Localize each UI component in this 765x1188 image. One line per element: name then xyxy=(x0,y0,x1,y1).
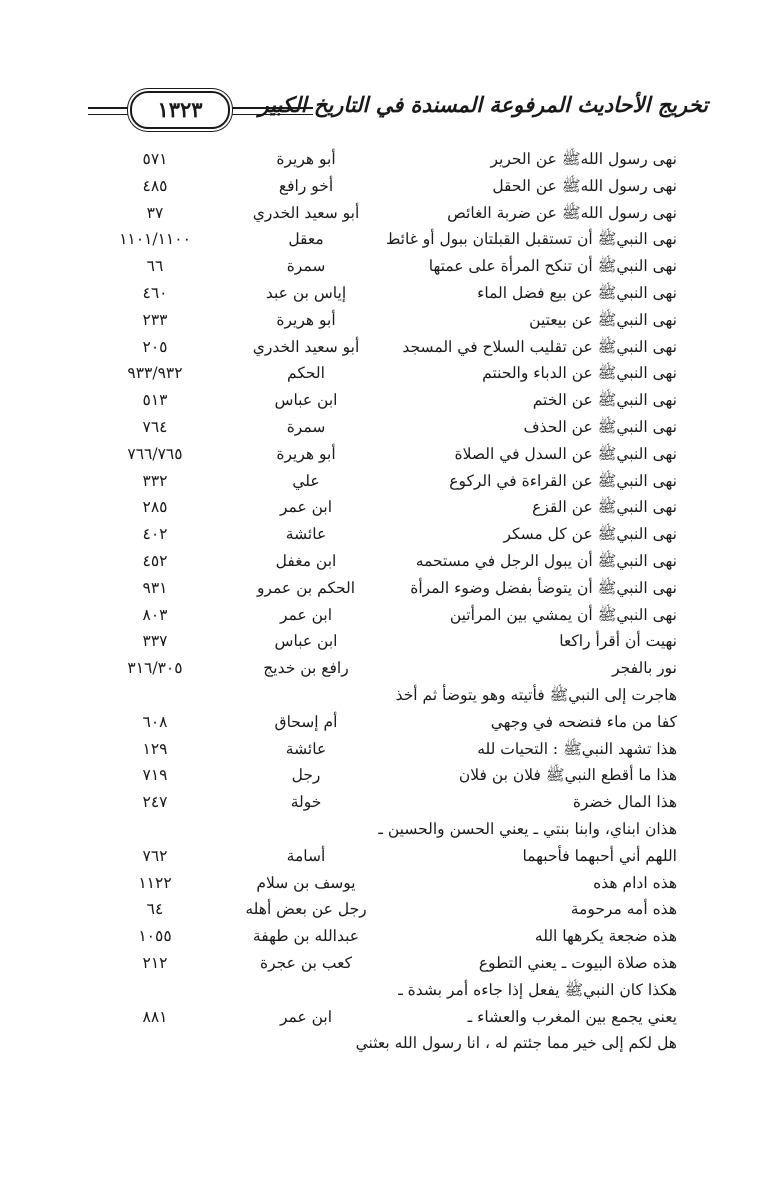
narrator-name: ابن عمر xyxy=(279,1007,333,1026)
narrator-name: أبو سعيد الخدري xyxy=(252,203,360,222)
list-item xyxy=(0,441,765,468)
hadith-text: هل لكم إلى خير مما جئتم له ، انا رسول الله بعثني xyxy=(355,1034,677,1053)
reference-number: ٣٣٢ xyxy=(142,471,168,490)
narrator-name: ابن عمر xyxy=(279,605,333,624)
list-item xyxy=(0,575,765,602)
reference-number: ٨٨١ xyxy=(142,1007,168,1026)
hadith-text: هكذا كان النبيﷺ يفعل إذا جاءه أمر بشدة ـ xyxy=(398,980,677,999)
reference-number: ٢٤٧ xyxy=(142,793,168,812)
list-item xyxy=(0,682,765,709)
hadith-text: هذه صلاة البيوت ـ يعني التطوع xyxy=(478,953,677,972)
narrator-name: أبو هريرة xyxy=(276,444,336,463)
list-item xyxy=(0,521,765,548)
reference-number: ١١٠١/١١٠٠ xyxy=(119,230,191,249)
hadith-text: نهى النبيﷺ أن يمشي بين المرأتين xyxy=(449,605,677,624)
hadith-text: نهى رسول اللهﷺ عن الحرير xyxy=(490,150,677,168)
hadith-index-list xyxy=(0,146,765,1057)
hadith-text: نهى النبيﷺ أن يبول الرجل في مستحمه xyxy=(415,551,677,570)
hadith-text: نهى النبيﷺ عن بيعتين xyxy=(529,310,677,329)
narrator-name: عائشة xyxy=(285,525,327,544)
narrator-name: ابن عباس xyxy=(274,632,338,651)
list-item xyxy=(0,977,765,1004)
hadith-text: نهى النبيﷺ أن يتوضأ بفضل وضوء المرأة xyxy=(410,578,677,597)
reference-number: ٤٨٥ xyxy=(142,176,168,195)
reference-number: ٤٥٢ xyxy=(142,551,168,570)
hadith-text: نهى النبيﷺ عن تقليب السلاح في المسجد xyxy=(402,337,677,356)
reference-number: ٢٣٣ xyxy=(142,310,168,329)
list-item xyxy=(0,950,765,977)
hadith-text: هذا ما أقطع النبيﷺ فلان بن فلان xyxy=(458,766,677,785)
list-item xyxy=(0,602,765,629)
reference-number: ٨٠٣ xyxy=(142,605,168,624)
reference-number: ٢٠٥ xyxy=(142,337,168,356)
list-item xyxy=(0,226,765,253)
reference-number: ٣٧ xyxy=(146,203,164,222)
hadith-text: نهى النبيﷺ عن القزع xyxy=(532,498,677,517)
hadith-text: هذان ابناي، وابنا بنتي ـ يعني الحسن والحسين ـ xyxy=(378,819,677,838)
list-item xyxy=(0,870,765,897)
narrator-name: رجل عن بعض أهله xyxy=(245,900,367,919)
list-item xyxy=(0,736,765,763)
reference-number: ٤٦٠ xyxy=(142,283,168,302)
list-item xyxy=(0,253,765,280)
narrator-name: الحكم بن عمرو xyxy=(256,578,356,597)
list-item xyxy=(0,280,765,307)
list-item xyxy=(0,628,765,655)
list-item xyxy=(0,387,765,414)
book-title: تخريج الأحاديث المرفوعة المسندة في التاريخ الكبير xyxy=(258,92,708,117)
hadith-text: نهى النبيﷺ عن الدباء والحنتم xyxy=(482,364,677,383)
hadith-text: هاجرت إلى النبيﷺ فأتيته وهو يتوضأ ثم أخذ xyxy=(395,685,677,704)
reference-number: ١٠٥٥ xyxy=(138,927,172,946)
reference-number: ٥١٣ xyxy=(142,391,168,410)
narrator-name: سمرة xyxy=(286,257,326,276)
narrator-name: أسامة xyxy=(286,846,326,865)
reference-number: ٧١٩ xyxy=(142,766,168,785)
narrator-name: أبو هريرة xyxy=(276,310,336,329)
page-header xyxy=(88,88,708,134)
hadith-text: هذا المال خضرة xyxy=(572,793,677,812)
hadith-text: نهى النبيﷺ عن القراءة في الركوع xyxy=(449,471,677,490)
hadith-text: نهى رسول اللهﷺ عن ضربة الغائص xyxy=(447,203,677,222)
reference-number: ٢٨٥ xyxy=(142,498,168,517)
hadith-text: نهى النبيﷺ عن الختم xyxy=(532,391,677,410)
reference-number: ٤٠٢ xyxy=(142,525,168,544)
narrator-name: رجل xyxy=(291,766,321,785)
narrator-name: الحكم xyxy=(287,364,325,383)
hadith-text: نهى النبيﷺ عن بيع فضل الماء xyxy=(477,283,677,302)
list-item xyxy=(0,655,765,682)
reference-number: ٦٠٨ xyxy=(142,712,168,731)
narrator-name: أم إسحاق xyxy=(274,712,338,731)
narrator-name: سمرة xyxy=(286,417,326,436)
list-item xyxy=(0,709,765,736)
hadith-text: نهيت أن أقرأ راكعا xyxy=(559,632,677,651)
hadith-text: هذه أمه مرحومة xyxy=(570,900,677,919)
reference-number: ٥٧١ xyxy=(142,150,168,168)
hadith-text: نهى رسول اللهﷺ عن الحقل xyxy=(492,176,677,195)
list-item xyxy=(0,1030,765,1057)
narrator-name: كعب بن عجرة xyxy=(260,953,352,972)
reference-number: ١٢٩ xyxy=(142,739,168,758)
reference-number: ٣١٦/٣٠٥ xyxy=(127,659,183,678)
reference-number: ٧٦٤ xyxy=(142,417,168,436)
list-item xyxy=(0,923,765,950)
list-item xyxy=(0,896,765,923)
narrator-name: يوسف بن سلام xyxy=(256,873,356,892)
list-item xyxy=(0,789,765,816)
reference-number: ٢١٢ xyxy=(142,953,168,972)
hadith-text: هذه ادام هذه xyxy=(593,873,677,892)
hadith-text: نهى النبيﷺ أن تستقبل القبلتان ببول أو غائط xyxy=(385,230,677,249)
hadith-text: نور بالفجر xyxy=(612,659,677,678)
narrator-name: عائشة xyxy=(285,739,327,758)
list-item xyxy=(0,468,765,495)
list-item xyxy=(0,762,765,789)
reference-number: ٩٣٣/٩٣٢ xyxy=(127,364,183,383)
list-item xyxy=(0,360,765,387)
hadith-text: نهى النبيﷺ عن الحذف xyxy=(523,417,677,436)
list-item xyxy=(0,816,765,843)
reference-number: ٩٣١ xyxy=(142,578,168,597)
list-item xyxy=(0,146,765,173)
list-item xyxy=(0,414,765,441)
hadith-text: كفا من ماء فنضحه في وجهي xyxy=(490,712,677,731)
reference-number: ٦٤ xyxy=(146,900,164,919)
narrator-name: رافع بن خديج xyxy=(263,659,349,678)
reference-number: ٧٦٢ xyxy=(142,846,168,865)
list-item xyxy=(0,494,765,521)
list-item xyxy=(0,307,765,334)
narrator-name: علي xyxy=(292,471,320,490)
list-item xyxy=(0,334,765,361)
narrator-name: إياس بن عبد xyxy=(265,283,347,302)
hadith-text: نهى النبيﷺ أن تنكح المرأة على عمتها xyxy=(428,257,677,276)
narrator-name: ابن مغفل xyxy=(275,551,337,570)
narrator-name: أبو سعيد الخدري xyxy=(252,337,360,356)
list-item xyxy=(0,200,765,227)
hadith-text: نهى النبيﷺ عن كل مسكر xyxy=(503,525,677,544)
hadith-text: هذه ضجعة يكرهها الله xyxy=(534,927,677,946)
narrator-name: خولة xyxy=(290,793,322,812)
reference-number: ٦٦ xyxy=(146,257,164,276)
narrator-name: ابن عباس xyxy=(274,391,338,410)
reference-number: ٣٣٧ xyxy=(142,632,168,651)
list-item xyxy=(0,548,765,575)
narrator-name: ابن عمر xyxy=(279,498,333,517)
narrator-name: أخو رافع xyxy=(278,176,334,195)
narrator-name: أبو هريرة xyxy=(276,150,336,168)
narrator-name: عبدالله بن طهفة xyxy=(252,927,360,946)
page-number-badge: ١٣٢٣ xyxy=(130,91,230,129)
list-item xyxy=(0,1004,765,1031)
hadith-text: هذا تشهد النبيﷺ : التحيات لله xyxy=(477,739,677,758)
hadith-text: يعني يجمع بين المغرب والعشاء ـ xyxy=(467,1007,677,1026)
hadith-text: اللهم أني أحبهما فأحبهما xyxy=(522,846,677,865)
hadith-text: نهى النبيﷺ عن السدل في الصلاة xyxy=(454,444,677,463)
reference-number: ٧٦٦/٧٦٥ xyxy=(127,444,183,463)
narrator-name: معقل xyxy=(288,230,324,249)
list-item xyxy=(0,173,765,200)
reference-number: ١١٢٢ xyxy=(138,873,172,892)
list-item xyxy=(0,843,765,870)
